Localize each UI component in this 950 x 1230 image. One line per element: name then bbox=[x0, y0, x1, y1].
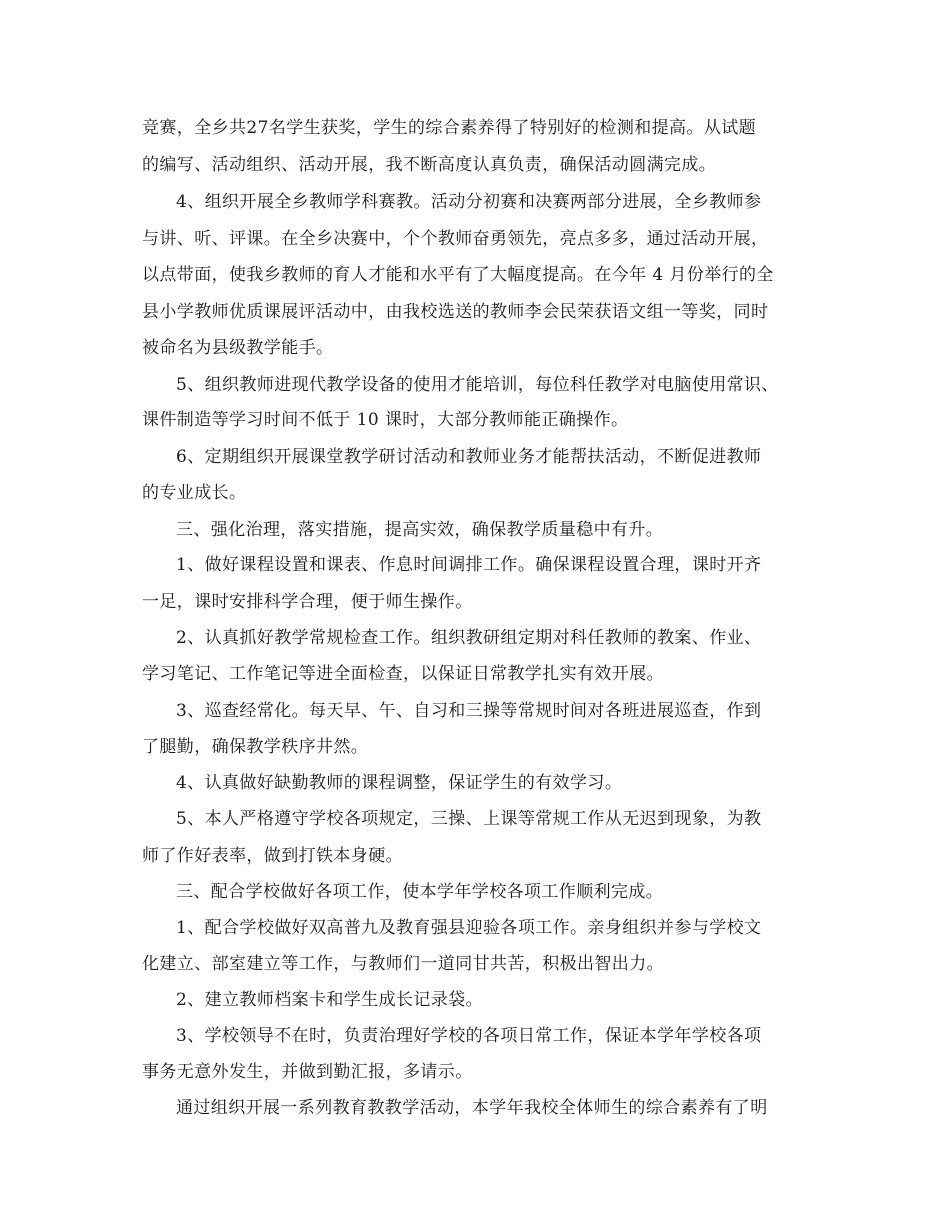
text-line: 6、定期组织开展课堂教学研讨活动和教师业务才能帮扶活动，不断促进教师 bbox=[176, 447, 762, 467]
text-line: 被命名为县级教学能手。 bbox=[142, 338, 334, 358]
text-line: 通过组织开展一系列教育教教学活动，本学年我校全体师生的综合素养有了明 bbox=[176, 1098, 768, 1118]
text-line: 2、认真抓好教学常规检查工作。组织教研组定期对科任教师的教案、作业、 bbox=[176, 628, 762, 648]
text-line: 的专业成长。 bbox=[142, 483, 247, 503]
text-line: 1、配合学校做好双高普九及教育强县迎验各项工作。亲身组织并参与学校文 bbox=[176, 918, 762, 938]
text-line: 3、巡查经常化。每天早、午、自习和三操等常规时间对各班进展巡查，作到 bbox=[176, 701, 762, 721]
text-line: 的编写、活动组织、活动开展，我不断高度认真负责，确保活动圆满完成。 bbox=[142, 155, 717, 175]
text-line: 了腿勤，确保教学秩序井然。 bbox=[142, 737, 369, 757]
text-line: 学习笔记、工作笔记等进全面检查，以保证日常教学扎实有效开展。 bbox=[142, 664, 664, 684]
text-line: 课件制造等学习时间不低于 10 课时，大部分教师能正确操作。 bbox=[142, 410, 629, 430]
text-line: 以点带面，使我乡教师的育人才能和水平有了大幅度提高。在今年 4 月份举行的全 bbox=[142, 265, 774, 285]
text-line: 县小学教师优质课展评活动中，由我校选送的教师李会民荣获语文组一等奖，同时 bbox=[142, 302, 769, 322]
text-line: 5、组织教师进现代教学设备的使用才能培训，每位科任教学对电脑使用常识、 bbox=[176, 375, 779, 395]
text-line: 一足，课时安排科学合理，便于师生操作。 bbox=[142, 592, 473, 612]
text-line: 4、认真做好缺勤教师的课程调整，保证学生的有效学习。 bbox=[176, 773, 623, 793]
text-line: 4、组织开展全乡教师学科赛教。活动分初赛和决赛两部分进展，全乡教师参 bbox=[176, 192, 762, 212]
text-line: 5、本人严格遵守学校各项规定，三操、上课等常规工作从无迟到现象，为教 bbox=[176, 809, 762, 829]
text-line: 师了作好表率，做到打铁本身硬。 bbox=[142, 846, 403, 866]
text-line: 1、做好课程设置和课表、作息时间调排工作。确保课程设置合理，课时开齐 bbox=[176, 555, 762, 575]
section-heading: 三、强化治理，落实措施，提高实效，确保教学质量稳中有升。 bbox=[176, 520, 664, 540]
text-line: 2、建立教师档案卡和学生成长记录袋。 bbox=[176, 990, 484, 1010]
text-line: 与讲、听、评课。在全乡决赛中，个个教师奋勇领先，亮点多多，通过活动开展， bbox=[142, 229, 769, 249]
section-heading: 三、配合学校做好各项工作，使本学年学校各项工作顺利完成。 bbox=[176, 882, 664, 902]
text-line: 事务无意外发生，并做到勤汇报，多请示。 bbox=[142, 1062, 473, 1082]
text-line: 竞赛，全乡共27名学生获奖，学生的综合素养得了特别好的检测和提高。从试题 bbox=[142, 118, 757, 138]
text-line: 化建立、部室建立等工作，与教师们一道同甘共苦，积极出智出力。 bbox=[142, 954, 664, 974]
text-line: 3、学校领导不在时，负责治理好学校的各项日常工作，保证本学年学校各项 bbox=[176, 1026, 762, 1046]
